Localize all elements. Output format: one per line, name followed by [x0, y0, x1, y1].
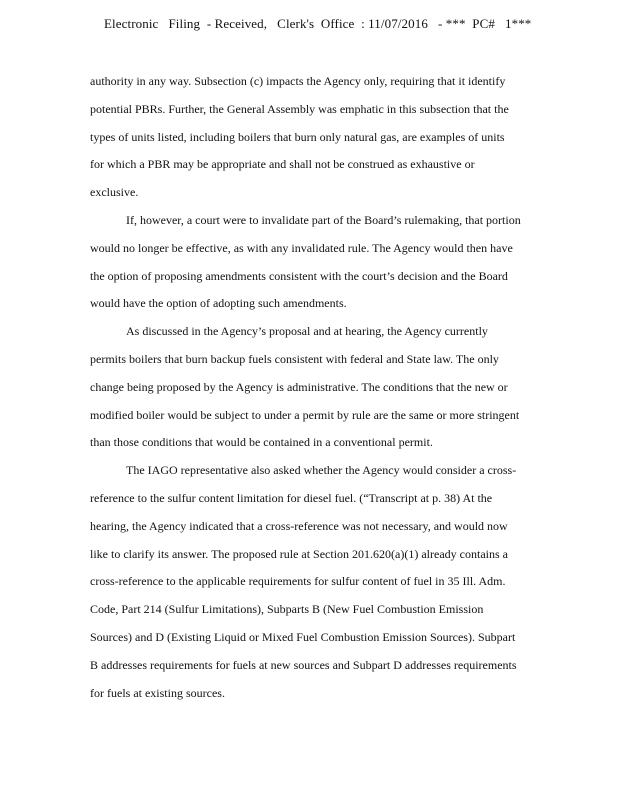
text-line: than those conditions that would be contained in a conventional permit. [90, 435, 433, 450]
paragraph [90, 457, 580, 707]
text-line: the option of proposing amendments consistent with the court’s decision and the Board [90, 268, 508, 283]
text-line: would have the option of adopting such amendments. [90, 296, 347, 311]
text-line: would no longer be effective, as with any invalidated rule. The Agency would then have [90, 240, 513, 255]
text-line: types of units listed, including boilers that burn only natural gas, are examples of units [90, 129, 505, 144]
filing-stamp-header: Electronic Filing - Received, Clerk's Office : 11/07/2016 - *** PC# 1*** [104, 16, 532, 31]
text-line: permits boilers that burn backup fuels consistent with federal and State law. The only [90, 351, 499, 366]
paragraph [90, 68, 580, 207]
text-line: exclusive. [90, 185, 139, 200]
text-line: for which a PBR may be appropriate and shall not be construed as exhaustive or [90, 157, 475, 172]
text-line: hearing, the Agency indicated that a cross-reference was not necessary, and would now [90, 518, 508, 533]
text-line: reference to the sulfur content limitation for diesel fuel. (“Transcript at p. 38) At the [90, 490, 493, 505]
text-line: B addresses requirements for fuels at new sources and Subpart D addresses requirements [90, 657, 517, 672]
text-line: If, however, a court were to invalidate part of the Board’s rulemaking, that portion [126, 212, 521, 227]
text-line: potential PBRs. Further, the General Assembly was emphatic in this subsection that the [90, 101, 509, 116]
paragraph [90, 318, 580, 457]
text-line: change being proposed by the Agency is administrative. The conditions that the new or [90, 379, 508, 394]
text-line: As discussed in the Agency’s proposal and at hearing, the Agency currently [126, 324, 488, 339]
text-line: modified boiler would be subject to under a permit by rule are the same or more stringent [90, 407, 520, 422]
text-line: for fuels at existing sources. [90, 685, 225, 700]
text-line: Sources) and D (Existing Liquid or Mixed Fuel Combustion Emission Sources). Subpart [90, 629, 516, 644]
paragraph [90, 207, 580, 318]
text-line: authority in any way. Subsection (c) impacts the Agency only, requiring that it identify [90, 74, 506, 88]
text-line: The IAGO representative also asked whether the Agency would consider a cross- [126, 463, 517, 478]
text-line: Code, Part 214 (Sulfur Limitations), Subparts B (New Fuel Combustion Emission [90, 602, 484, 617]
text-line: cross-reference to the applicable requirements for sulfur content of fuel in 35 Ill. Adm. [90, 574, 506, 589]
document-body [90, 68, 580, 707]
text-line: like to clarify its answer. The proposed rule at Section 201.620(a)(1) already contains a [90, 546, 508, 561]
